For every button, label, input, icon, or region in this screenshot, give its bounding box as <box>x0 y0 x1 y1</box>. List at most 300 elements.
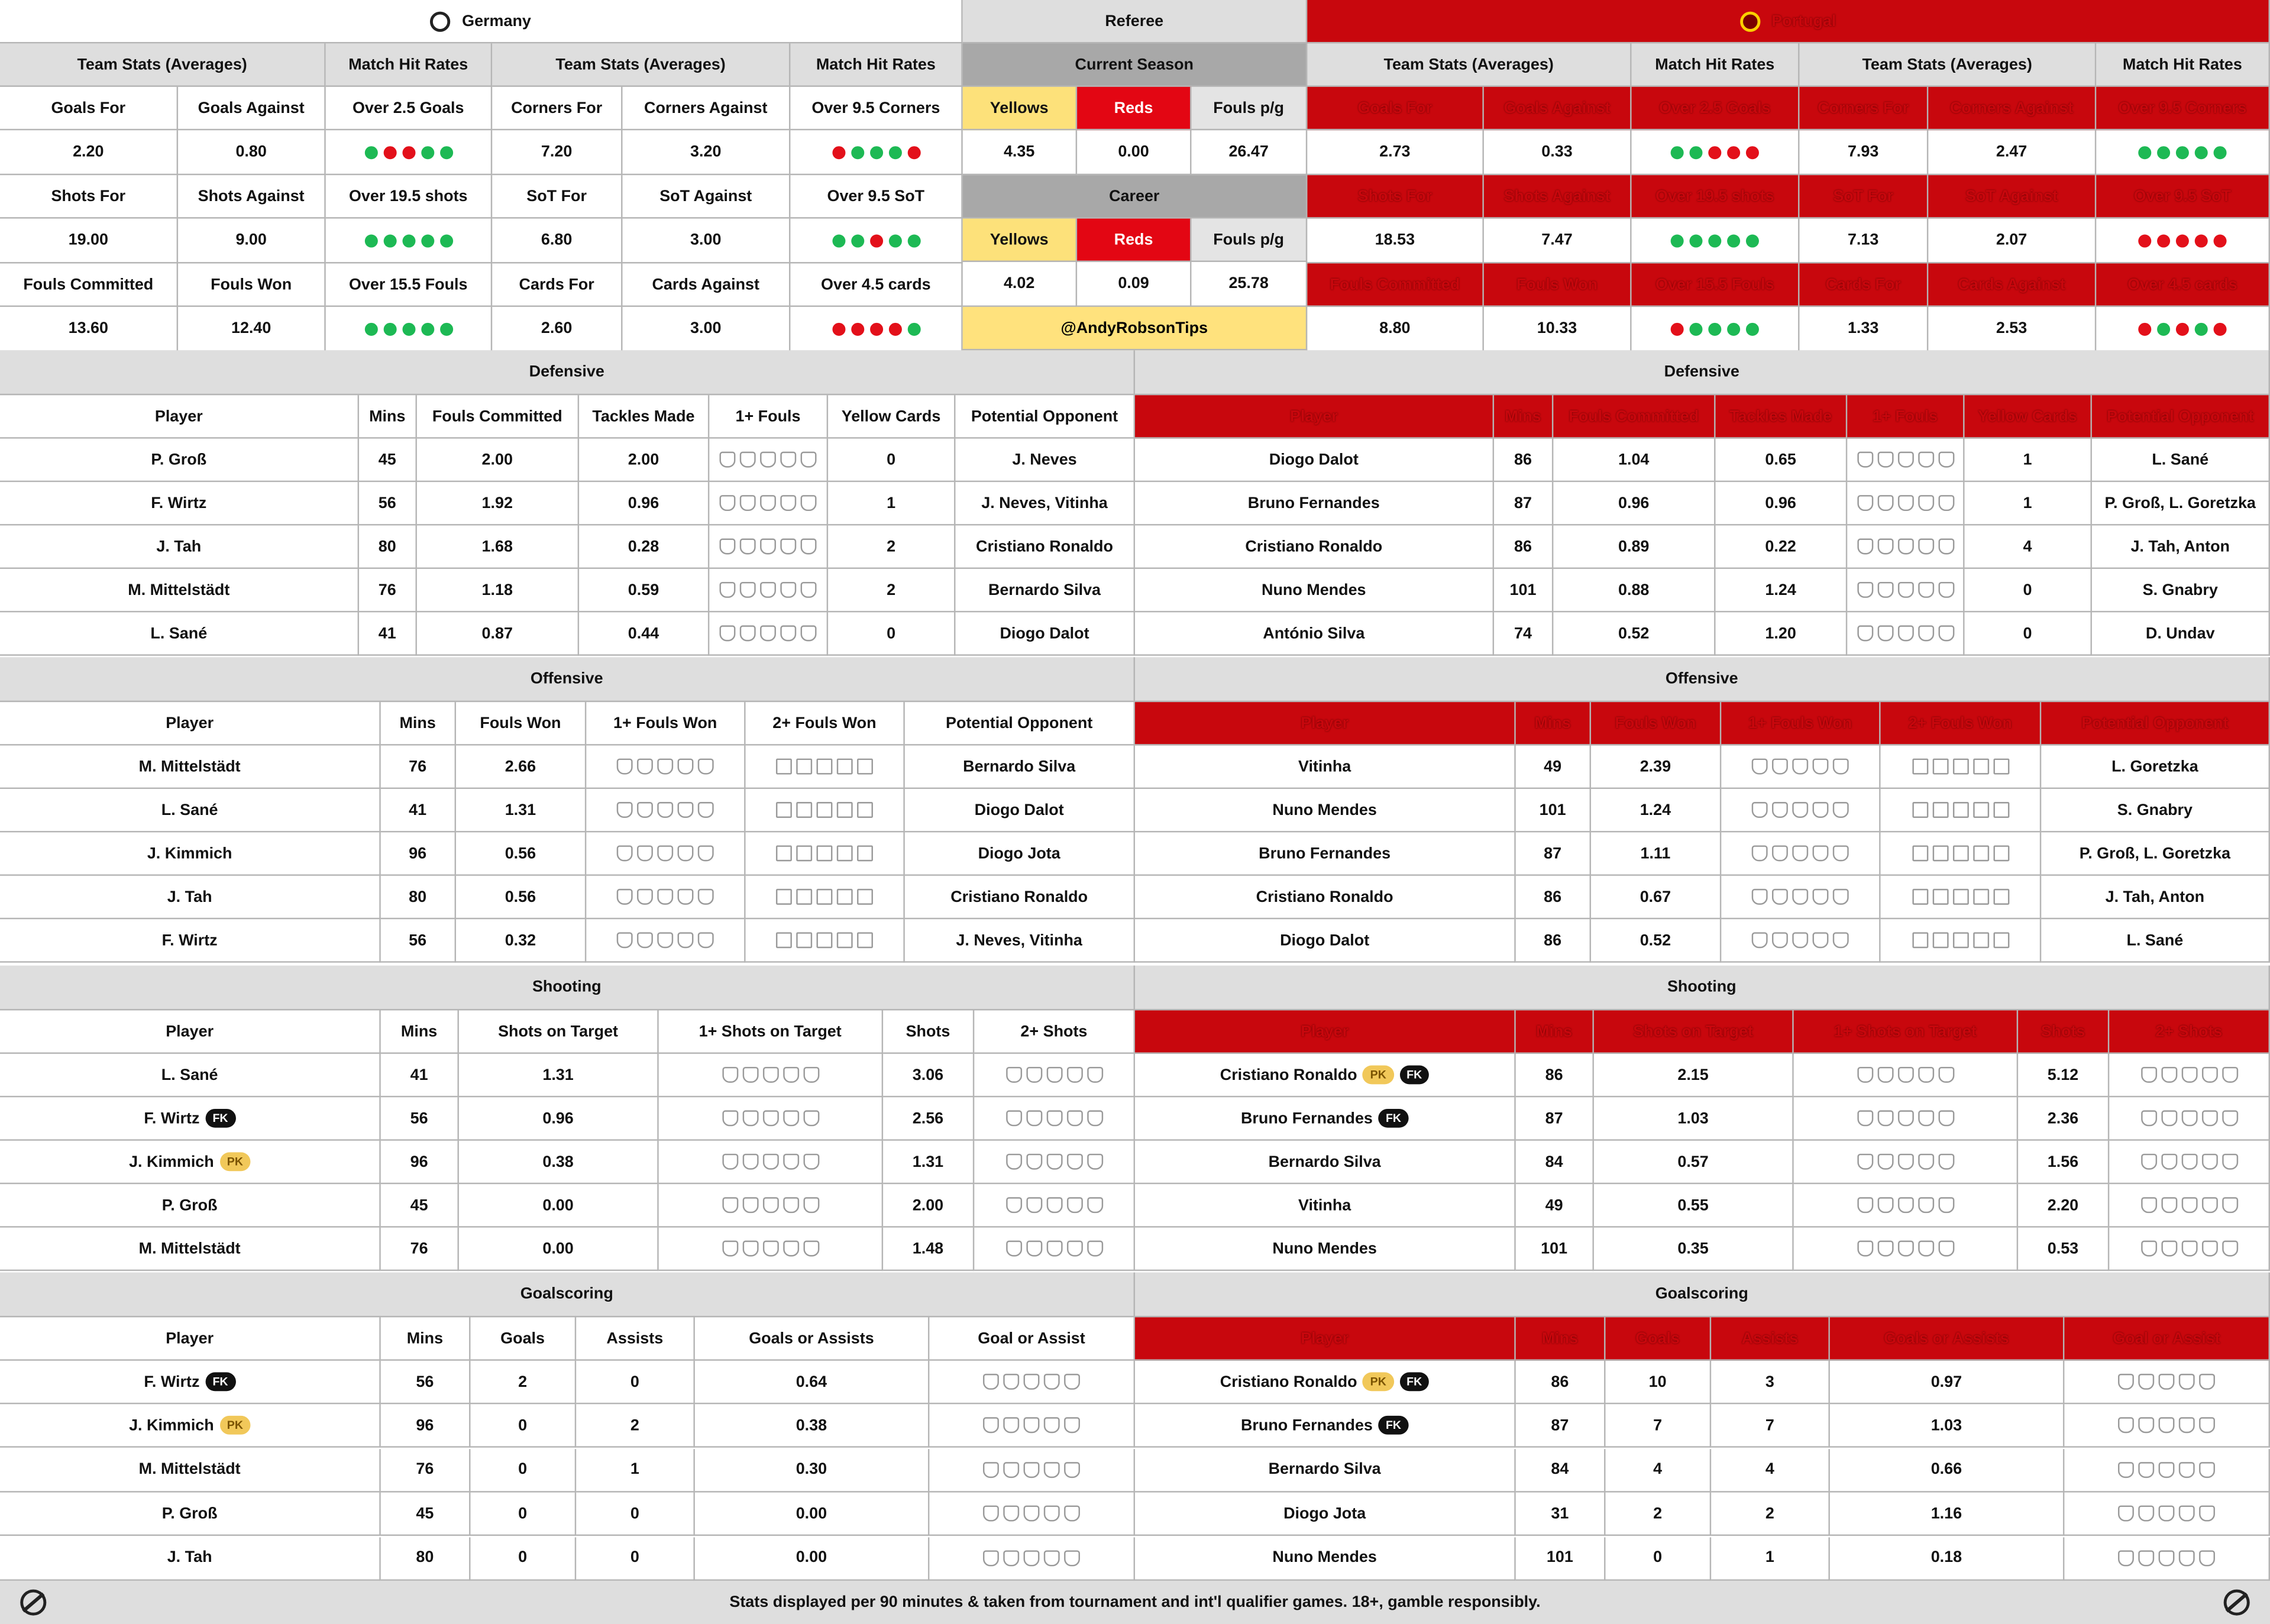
fouls-won-1plus-history <box>586 789 745 832</box>
history-icons <box>2118 1418 2215 1434</box>
match-outcome-icon <box>742 1110 758 1126</box>
history-icons <box>617 759 714 775</box>
mins: 41 <box>381 789 456 832</box>
miss-dot-red <box>2138 322 2151 335</box>
match-outcome-icon <box>1897 1197 1913 1213</box>
sot-history <box>659 1097 883 1140</box>
shots: 2.56 <box>883 1097 974 1140</box>
match-outcome-icon <box>1932 845 1948 861</box>
match-outcome-icon <box>857 889 873 905</box>
handle-label: @AndyRobsonTips <box>963 307 1308 350</box>
current-yellows: 4.35 <box>963 130 1077 175</box>
match-outcome-icon <box>1877 452 1893 468</box>
match-outcome-icon <box>1897 495 1913 511</box>
match-outcome-icon <box>1087 1154 1102 1170</box>
history-icons <box>720 625 817 641</box>
match-outcome-icon <box>637 889 653 905</box>
column-header: Mins <box>1516 702 1591 745</box>
match-outcome-icon <box>1813 759 1829 775</box>
potential-opponent: P. Groß, L. Goretzka <box>2092 482 2270 525</box>
hit-rate-cell <box>790 219 962 264</box>
shots-history <box>2109 1184 2270 1227</box>
fouls-pg-label: Fouls p/g <box>1191 219 1307 262</box>
goals-or-assists: 0.00 <box>695 1536 930 1580</box>
mins: 56 <box>359 482 417 525</box>
potential-opponent: J. Neves, Vitinha <box>905 919 1135 962</box>
history-icons <box>983 1418 1080 1434</box>
miss-dot-red <box>2195 234 2208 247</box>
match-outcome-icon <box>782 1067 798 1083</box>
match-outcome-icon <box>1752 845 1768 861</box>
match-outcome-icon <box>1064 1549 1080 1565</box>
match-outcome-icon <box>2201 1067 2217 1083</box>
shots-history <box>2109 1054 2270 1097</box>
mins: 87 <box>1516 832 1591 875</box>
history-icons <box>1752 759 1849 775</box>
mins: 49 <box>1516 1184 1594 1227</box>
history-icons <box>1005 1197 1102 1213</box>
mins: 86 <box>1516 1361 1606 1404</box>
fouls-won-1plus-history <box>586 746 745 789</box>
sot-history <box>1794 1054 2018 1097</box>
history-icons <box>1912 759 2009 775</box>
match-outcome-icon <box>801 539 817 555</box>
fouls-won-2plus-history <box>746 876 905 919</box>
match-outcome-icon <box>1917 495 1933 511</box>
column-header: Player <box>1135 702 1516 745</box>
free-kick-taker-badge: FK <box>1379 1109 1409 1128</box>
fouls-won: 0.56 <box>456 832 586 875</box>
match-outcome-icon <box>1024 1462 1040 1478</box>
free-kick-taker-badge: FK <box>1399 1066 1430 1085</box>
hit-rate-cell <box>790 307 962 352</box>
sot-history <box>1794 1097 2018 1140</box>
match-outcome-icon <box>1046 1197 1062 1213</box>
fouls-won-2plus-history <box>746 746 905 789</box>
fouls-won: 0.52 <box>1591 919 1721 962</box>
history-icons <box>617 845 714 861</box>
match-outcome-icon <box>1087 1241 1102 1257</box>
match-outcome-icon <box>857 802 873 818</box>
stat-value: 6.80 <box>492 219 622 264</box>
mins: 96 <box>381 1405 471 1448</box>
match-outcome-icon <box>637 759 653 775</box>
match-outcome-icon <box>760 625 776 641</box>
match-outcome-icon <box>657 802 673 818</box>
match-outcome-icon <box>1792 932 1808 948</box>
stat-label: Over 19.5 shots <box>326 175 492 218</box>
hit-rate-cell <box>1632 219 1800 264</box>
fouls-history <box>709 612 828 655</box>
history-icons <box>1857 1110 1954 1126</box>
column-header: Mins <box>1516 1317 1606 1360</box>
match-outcome-icon <box>1877 1154 1893 1170</box>
match-outcome-icon <box>1877 1067 1893 1083</box>
mins: 74 <box>1494 612 1553 655</box>
yellow-cards: 0 <box>828 612 955 655</box>
section-title-shooting: Shooting <box>1135 966 2270 1011</box>
match-outcome-icon <box>1046 1154 1062 1170</box>
match-outcome-icon <box>760 539 776 555</box>
history-icons <box>1857 452 1954 468</box>
sot-history <box>659 1141 883 1184</box>
hit-dot-green <box>907 234 920 247</box>
stat-label: Over 2.5 Goals <box>326 87 492 130</box>
match-outcome-icon <box>657 845 673 861</box>
fouls-won-1plus-history <box>586 919 745 962</box>
yellows-label: Yellows <box>963 87 1077 130</box>
match-outcome-icon <box>678 802 694 818</box>
column-header: 1+ Fouls <box>709 395 828 438</box>
match-outcome-icon <box>1938 1154 1954 1170</box>
potential-opponent: P. Groß, L. Goretzka <box>2041 832 2270 875</box>
stat-value: 9.00 <box>178 219 326 264</box>
match-outcome-icon <box>2138 1418 2154 1434</box>
match-outcome-icon <box>1026 1197 1042 1213</box>
sot-history <box>1794 1228 2018 1271</box>
player-cell <box>0 1228 381 1271</box>
assists: 1 <box>1711 1536 1830 1580</box>
match-outcome-icon <box>698 932 714 948</box>
match-outcome-icon <box>857 845 873 861</box>
fouls-committed: 1.04 <box>1553 439 1715 482</box>
match-outcome-icon <box>762 1241 778 1257</box>
player-cell <box>0 1493 381 1536</box>
group-header: Match Hit Rates <box>790 43 962 86</box>
mins: 80 <box>359 526 417 569</box>
match-outcome-icon <box>1917 1110 1933 1126</box>
potential-opponent: Diogo Jota <box>905 832 1135 875</box>
player-cell <box>0 1361 381 1404</box>
match-outcome-icon <box>1952 889 1968 905</box>
history-icons <box>2118 1549 2215 1565</box>
stat-label: Over 9.5 SoT <box>790 175 962 218</box>
match-outcome-icon <box>1044 1549 1060 1565</box>
hit-rate-cell <box>2096 130 2270 175</box>
mins: 86 <box>1516 1054 1594 1097</box>
history-icons <box>1005 1154 1102 1170</box>
shots-on-target: 2.15 <box>1594 1054 1794 1097</box>
player-name: Nuno Mendes <box>1272 1549 1377 1567</box>
match-outcome-icon <box>1877 539 1893 555</box>
tackles-made: 2.00 <box>579 439 709 482</box>
match-outcome-icon <box>1938 452 1954 468</box>
stat-value: 2.20 <box>0 130 178 175</box>
mins: 86 <box>1516 876 1591 919</box>
goals: 0 <box>471 1449 577 1492</box>
history-icons <box>1857 1197 1954 1213</box>
match-outcome-icon <box>2179 1462 2195 1478</box>
match-outcome-icon <box>1064 1418 1080 1434</box>
match-outcome-icon <box>1938 1110 1954 1126</box>
history-icons <box>1912 932 2009 948</box>
match-outcome-icon <box>740 495 756 511</box>
match-outcome-icon <box>2140 1197 2156 1213</box>
tackles-made: 0.28 <box>579 526 709 569</box>
stat-label: Over 9.5 SoT <box>2096 175 2270 218</box>
potential-opponent: J. Neves <box>955 439 1135 482</box>
stat-label: Over 19.5 shots <box>1632 175 1800 218</box>
match-outcome-icon <box>678 889 694 905</box>
match-outcome-icon <box>698 845 714 861</box>
player-name: M. Mittelstädt <box>0 569 359 612</box>
match-outcome-icon <box>1044 1374 1060 1390</box>
column-header: Mins <box>1494 395 1553 438</box>
stat-label: Corners Against <box>623 87 791 130</box>
shots: 5.12 <box>2018 1054 2109 1097</box>
player-name: António Silva <box>1135 612 1494 655</box>
goal-or-assist-history <box>2064 1536 2270 1580</box>
match-outcome-icon <box>2161 1067 2177 1083</box>
history-icons <box>983 1374 1080 1390</box>
hit-rate-dots <box>832 234 920 247</box>
stat-value: 2.07 <box>1928 219 2096 264</box>
hit-dot-green <box>1671 234 1684 247</box>
fouls-history <box>709 439 828 482</box>
shots-on-target: 0.00 <box>459 1184 659 1227</box>
hit-dot-green <box>383 322 396 335</box>
match-outcome-icon <box>2199 1506 2215 1522</box>
fouls-committed: 2.00 <box>417 439 579 482</box>
match-outcome-icon <box>780 452 796 468</box>
match-outcome-icon <box>740 582 756 598</box>
match-outcome-icon <box>1005 1197 1021 1213</box>
miss-dot-red <box>2176 234 2189 247</box>
match-outcome-icon <box>817 802 833 818</box>
mins: 45 <box>359 439 417 482</box>
yellow-cards: 4 <box>1965 526 2092 569</box>
free-kick-taker-badge: FK <box>205 1372 235 1391</box>
match-outcome-icon <box>1026 1154 1042 1170</box>
reds-label: Reds <box>1077 219 1191 262</box>
player-cell <box>1135 1228 1516 1271</box>
shots-on-target: 0.38 <box>459 1141 659 1184</box>
match-outcome-icon <box>2222 1241 2237 1257</box>
hit-dot-green <box>1671 145 1684 158</box>
hit-dot-green <box>402 234 415 247</box>
column-header: Fouls Won <box>1591 702 1721 745</box>
match-outcome-icon <box>817 889 833 905</box>
match-outcome-icon <box>776 845 792 861</box>
stat-label: Corners Against <box>1928 87 2096 130</box>
column-header: Player <box>0 1317 381 1360</box>
match-outcome-icon <box>1912 932 1928 948</box>
history-icons <box>1752 845 1849 861</box>
match-outcome-icon <box>782 1110 798 1126</box>
match-outcome-icon <box>1046 1241 1062 1257</box>
hit-dot-green <box>851 145 864 158</box>
history-icons <box>2118 1462 2215 1478</box>
goal-or-assist-history <box>2064 1405 2270 1448</box>
match-outcome-icon <box>1932 932 1948 948</box>
shots-on-target: 0.55 <box>1594 1184 1794 1227</box>
match-outcome-icon <box>1044 1418 1060 1434</box>
match-outcome-icon <box>617 845 633 861</box>
yellow-cards: 0 <box>1965 612 2092 655</box>
column-header: Fouls Won <box>456 702 586 745</box>
match-outcome-icon <box>780 495 796 511</box>
match-outcome-icon <box>837 845 853 861</box>
mins: 101 <box>1516 1228 1594 1271</box>
match-outcome-icon <box>2161 1241 2177 1257</box>
match-outcome-icon <box>2179 1374 2195 1390</box>
player-name: Cristiano Ronaldo <box>1220 1066 1357 1084</box>
match-outcome-icon <box>720 582 736 598</box>
potential-opponent: Cristiano Ronaldo <box>905 876 1135 919</box>
stat-label: Over 9.5 Corners <box>790 87 962 130</box>
assists: 2 <box>1711 1493 1830 1536</box>
match-outcome-icon <box>698 802 714 818</box>
history-icons <box>1857 582 1954 598</box>
fouls-won: 1.11 <box>1591 832 1721 875</box>
reds-label: Reds <box>1077 87 1191 130</box>
match-outcome-icon <box>1044 1506 1060 1522</box>
match-outcome-icon <box>983 1506 999 1522</box>
free-kick-taker-badge: FK <box>1399 1372 1430 1391</box>
mins: 87 <box>1516 1097 1594 1140</box>
history-icons <box>1005 1241 1102 1257</box>
column-header: Player <box>1135 395 1494 438</box>
hit-dot-green <box>439 234 452 247</box>
player-name: F. Wirtz <box>144 1373 200 1391</box>
match-outcome-icon <box>1877 495 1893 511</box>
history-icons <box>2140 1154 2237 1170</box>
match-outcome-icon <box>2222 1197 2237 1213</box>
player-name: Cristiano Ronaldo <box>1220 1373 1357 1391</box>
match-outcome-icon <box>1046 1110 1062 1126</box>
match-outcome-icon <box>857 932 873 948</box>
stat-value: 19.00 <box>0 219 178 264</box>
hit-rate-cell <box>326 307 492 352</box>
match-outcome-icon <box>1972 802 1988 818</box>
hit-rate-dots <box>2138 322 2226 335</box>
stat-value: 7.47 <box>1484 219 1632 264</box>
miss-dot-red <box>2157 234 2170 247</box>
match-outcome-icon <box>2199 1418 2215 1434</box>
group-header: Team Stats (Averages) <box>0 43 326 86</box>
sot-history <box>1794 1184 2018 1227</box>
match-outcome-icon <box>1897 539 1913 555</box>
player-cell <box>0 1054 381 1097</box>
mins: 86 <box>1494 439 1553 482</box>
goal-or-assist-history <box>2064 1493 2270 1536</box>
match-outcome-icon <box>1024 1418 1040 1434</box>
player-name: J. Tah <box>0 876 381 919</box>
match-outcome-icon <box>740 539 756 555</box>
goals: 7 <box>1605 1405 1711 1448</box>
shots-history <box>974 1097 1135 1140</box>
match-outcome-icon <box>782 1197 798 1213</box>
fouls-history <box>709 482 828 525</box>
match-outcome-icon <box>1952 802 1968 818</box>
tackles-made: 0.96 <box>1716 482 1848 525</box>
column-header: Yellow Cards <box>828 395 955 438</box>
stat-label: Shots Against <box>178 175 326 218</box>
match-outcome-icon <box>1877 1241 1893 1257</box>
history-icons <box>2118 1506 2215 1522</box>
hit-rate-dots <box>364 322 452 335</box>
history-icons <box>722 1067 819 1083</box>
player-name: Nuno Mendes <box>1272 1240 1377 1257</box>
germany-header <box>0 0 963 43</box>
match-outcome-icon <box>2161 1197 2177 1213</box>
stat-label: Goals Against <box>1484 87 1632 130</box>
player-cell <box>1135 1097 1516 1140</box>
fouls-history <box>1847 439 1964 482</box>
potential-opponent: Diogo Dalot <box>955 612 1135 655</box>
player-cell <box>0 1449 381 1492</box>
goals: 0 <box>471 1536 577 1580</box>
stat-label: Goals For <box>0 87 178 130</box>
match-outcome-icon <box>803 1154 819 1170</box>
match-outcome-icon <box>1833 845 1849 861</box>
match-outcome-icon <box>780 625 796 641</box>
player-name: M. Mittelstädt <box>0 746 381 789</box>
sot-history <box>659 1228 883 1271</box>
player-name: Diogo Dalot <box>1135 919 1516 962</box>
mins: 96 <box>381 1141 459 1184</box>
player-name: J. Kimmich <box>129 1417 214 1435</box>
fouls-won-1plus-history <box>1721 746 1880 789</box>
shots: 1.31 <box>883 1141 974 1184</box>
match-outcome-icon <box>1938 582 1954 598</box>
goals-or-assists: 0.97 <box>1830 1361 2065 1404</box>
column-header: Goals <box>471 1317 577 1360</box>
mins: 101 <box>1516 789 1591 832</box>
miss-dot-red <box>2138 234 2151 247</box>
history-icons <box>1752 889 1849 905</box>
match-outcome-icon <box>1833 889 1849 905</box>
shots-on-target: 0.57 <box>1594 1141 1794 1184</box>
stat-label: SoT Against <box>623 175 791 218</box>
fouls-committed: 1.18 <box>417 569 579 612</box>
germany-crest-icon <box>430 11 450 31</box>
miss-dot-red <box>383 145 396 158</box>
match-outcome-icon <box>698 889 714 905</box>
free-kick-taker-badge: FK <box>1379 1416 1409 1435</box>
assists: 0 <box>576 1536 695 1580</box>
match-outcome-icon <box>1044 1462 1060 1478</box>
match-outcome-icon <box>1897 1067 1913 1083</box>
match-outcome-icon <box>2140 1241 2156 1257</box>
fouls-won-2plus-history <box>746 789 905 832</box>
match-outcome-icon <box>1813 802 1829 818</box>
history-icons <box>722 1110 819 1126</box>
match-outcome-icon <box>1005 1241 1021 1257</box>
match-outcome-icon <box>2201 1241 2217 1257</box>
hit-dot-green <box>421 322 434 335</box>
miss-dot-red <box>869 234 882 247</box>
shots-on-target: 0.96 <box>459 1097 659 1140</box>
history-icons <box>1857 1067 1954 1083</box>
match-outcome-icon <box>837 932 853 948</box>
player-cell <box>1135 1405 1516 1448</box>
fouls-committed: 0.89 <box>1553 526 1715 569</box>
shots: 3.06 <box>883 1054 974 1097</box>
match-outcome-icon <box>1932 802 1948 818</box>
fouls-history <box>1847 526 1964 569</box>
match-outcome-icon <box>760 495 776 511</box>
fouls-won: 1.24 <box>1591 789 1721 832</box>
match-outcome-icon <box>722 1067 738 1083</box>
hit-rate-cell <box>326 130 492 175</box>
match-outcome-icon <box>1752 889 1768 905</box>
shots: 2.36 <box>2018 1097 2109 1140</box>
mins: 41 <box>359 612 417 655</box>
match-outcome-icon <box>1993 759 2009 775</box>
history-icons <box>722 1197 819 1213</box>
match-outcome-icon <box>1917 625 1933 641</box>
